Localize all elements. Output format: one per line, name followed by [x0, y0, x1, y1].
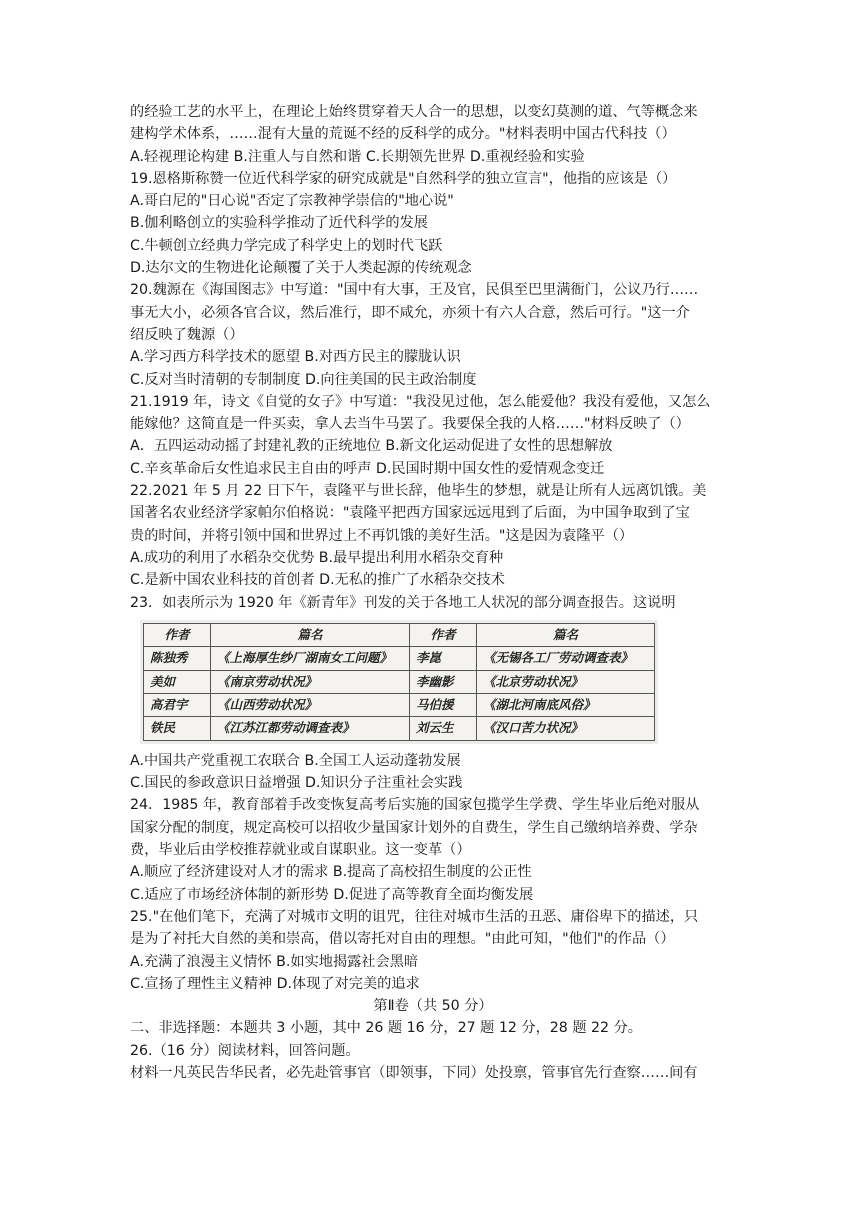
text-block-top	[130, 101, 736, 614]
text-line: 费，毕业后由学校推荐就业或自谋职业。这一变革（）	[130, 842, 471, 859]
table-cell: 铁民	[144, 717, 211, 740]
text-line: 贵的时间，并将引领中国和世界过上不再饥饿的美好生活。"这是因为袁隆平（）	[130, 527, 634, 544]
question-23: 23．如表所示为 1920 年《新青年》刊发的关于各地工人状况的部分调查报告。这说明	[130, 594, 676, 611]
question-21: 21.1919 年，诗文《自觉的女子》中写道："我没见过他，怎么能爱他？我没有爱他，又怎么	[130, 393, 711, 410]
section-instructions: 二、非选择题：本题共 3 小题，其中 26 题 16 分，27 题 12 分，28 题 22 分。	[130, 1020, 642, 1037]
answer-options: A.中国共产党重视工农联合 B.全国工人运动蓬勃发展	[130, 752, 461, 769]
table-cell: 高君宇	[144, 694, 211, 717]
text-line: 能嫁他？这简直是一件买卖，拿人去当牛马罢了。我要保全我的人格……"材料反映了（）	[130, 416, 690, 433]
material-text: 材料一凡英民告华民者，必先赴管事官（即领事，下同）处投禀，管事官先行查察……间有	[130, 1064, 698, 1081]
answer-options: C.宣扬了理性主义精神 D.体现了对完美的追求	[130, 975, 420, 992]
table-cell: 李幽影	[410, 670, 477, 693]
question-24: 24．1985 年，教育部着手改变恢复高考后实施的国家包揽学生学费、学生毕业后绝对服从	[130, 797, 700, 814]
text-line: 国家分配的制度，规定高校可以招收少量国家计划外的自费生，学生自己缴纳培养费、学杂	[130, 819, 698, 836]
table-cell: 《上海厚生纱厂湖南女工问题》	[211, 647, 410, 670]
answer-options: A.充满了浪漫主义情怀 B.如实地揭露社会黑暗	[130, 953, 419, 970]
survey-table	[143, 623, 655, 741]
question-25: 25."在他们笔下，充满了对城市文明的诅咒，往往对城市生活的丑恶、庸俗卑下的描述，只	[130, 908, 699, 925]
table-cell: 《南京劳动状况》	[211, 670, 410, 693]
answer-options: A.顺应了经济建设对人才的需求 B.提高了高校招生制度的公正性	[130, 864, 532, 881]
section-title: 第Ⅱ卷（共 50 分）	[373, 998, 493, 1015]
text-line: 事无大小，必须各官合议，然后准行，即不咸允，亦须十有六人合意，然后可行。"这一介	[130, 304, 690, 321]
column-header-title: 篇名	[211, 623, 410, 646]
text-block-end	[130, 1017, 736, 1084]
table-row	[144, 694, 655, 717]
text-line: 国著名农业经济学家帕尔伯格说："袁隆平把西方国家远远甩到了后面，为中国争取到了宝	[130, 505, 690, 522]
table-cell: 《江苏江都劳动调查表》	[211, 717, 410, 740]
table-cell: 《山西劳动状况》	[211, 694, 410, 717]
answer-option: C.牛顿创立经典力学完成了科学史上的划时代飞跃	[130, 237, 443, 254]
answer-options: A．五四运动动摇了封建礼教的正统地位 B.新文化运动促进了女性的思想解放	[130, 438, 613, 455]
exam-page	[130, 101, 736, 1084]
text-line: 是为了衬托大自然的美和崇高，借以寄托对自由的理想。"由此可知，"他们"的作品（）	[130, 931, 675, 948]
table-cell: 《无锡各工厂劳动调查表》	[477, 647, 655, 670]
table-row	[144, 717, 655, 740]
answer-options: C.辛亥革命后女性追求民主自由的呼声 D.民国时期中国女性的爱情观念变迁	[130, 460, 605, 477]
column-header-title: 篇名	[477, 623, 655, 646]
answer-options: C.反对当时清朝的专制制度 D.向往美国的民主政治制度	[130, 371, 477, 388]
table-header-row	[144, 623, 655, 646]
question-20: 20.魏源在《海国图志》中写道："国中有大事，王及官，民俱至巴里满衙门，公议乃行……	[130, 282, 699, 299]
table-row	[144, 670, 655, 693]
answer-options: A.成功的利用了水稻杂交优势 B.最早提出利用水稻杂交育种	[130, 549, 504, 566]
answer-options: C.国民的参政意识日益增强 D.知识分子注重社会实践	[130, 775, 463, 792]
table-cell: 陈独秀	[144, 647, 211, 670]
question-22: 22.2021 年 5 月 22 日下午，袁隆平与世长辞，他毕生的梦想，就是让所有人远离饥饿。美	[130, 483, 707, 500]
table-cell: 李崑	[410, 647, 477, 670]
question-26: 26.（16 分）阅读材料，回答问题。	[130, 1042, 360, 1059]
answer-options: C.是新中国农业科技的首创者 D.无私的推广了水稻杂交技术	[130, 572, 505, 589]
table-cell: 《湖北河南底风俗》	[477, 694, 655, 717]
table-cell: 刘云生	[410, 717, 477, 740]
table-cell: 《汉口苦力状况》	[477, 717, 655, 740]
answer-options: A.学习西方科学技术的愿望 B.对西方民主的朦胧认识	[130, 349, 461, 366]
table-cell: 《北京劳动状况》	[477, 670, 655, 693]
answer-options: A.轻视理论构建 B.注重人与自然和谐 C.长期领先世界 D.重视经验和实验	[130, 148, 585, 165]
text-line: 绍反映了魏源（）	[130, 326, 244, 343]
question-19: 19.恩格斯称赞一位近代科学家的研究成就是"自然科学的独立宣言"，他指的应该是（）	[130, 170, 677, 187]
table-row	[144, 647, 655, 670]
column-header-author: 作者	[144, 623, 211, 646]
text-line: 的经验工艺的水平上，在理论上始终贯穿着天人合一的思想，以变幻莫测的道、气等概念来	[130, 104, 698, 120]
survey-table-image	[140, 620, 658, 744]
answer-option: A.哥白尼的"日心说"否定了宗教神学崇信的"地心说"	[130, 193, 454, 210]
answer-option: D.达尔文的生物进化论颠覆了关于人类起源的传统观念	[130, 260, 472, 277]
text-block-bottom	[130, 750, 736, 995]
table-cell: 马伯援	[410, 694, 477, 717]
table-cell: 美如	[144, 670, 211, 693]
column-header-author: 作者	[410, 623, 477, 646]
answer-options: C.适应了市场经济体制的新形势 D.促进了高等教育全面均衡发展	[130, 886, 534, 903]
text-line: 建构学术体系，……混有大量的荒诞不经的反科学的成分。"材料表明中国古代科技（）	[130, 126, 676, 143]
answer-option: B.伽利略创立的实验科学推动了近代科学的发展	[130, 215, 428, 232]
